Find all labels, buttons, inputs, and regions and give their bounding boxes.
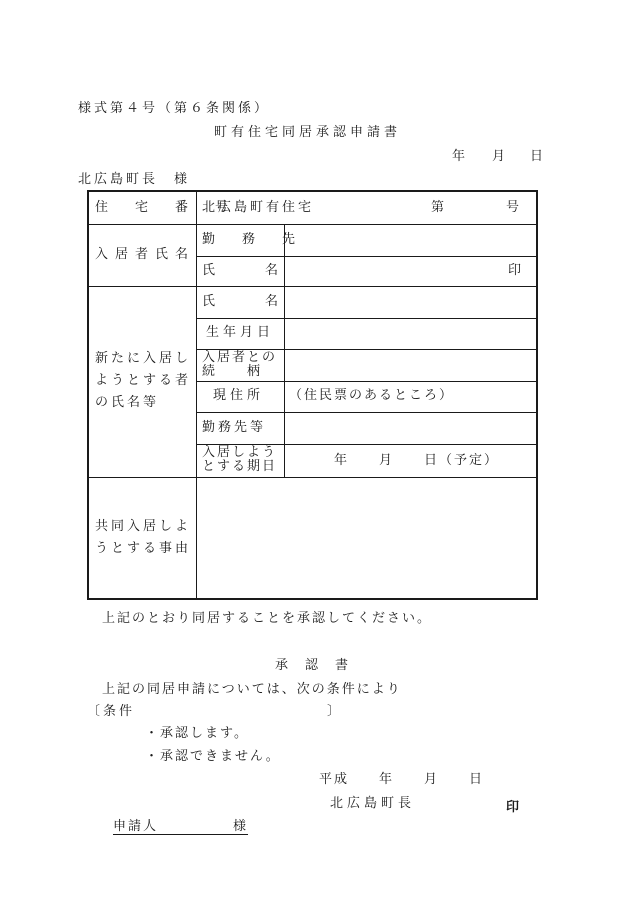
request-statement: 上記のとおり同居することを承認してください。 <box>102 611 433 626</box>
housing-number-label: 住 宅 番 号 <box>95 200 236 215</box>
new-address-note: （住民票のあるところ） <box>289 388 455 403</box>
row-divider <box>89 224 536 225</box>
addressee: 北広島町長 様 <box>78 172 191 187</box>
approval-date: 平成 年 月 日 <box>319 772 485 787</box>
new-workplace-value[interactable] <box>289 420 529 440</box>
new-relation-value[interactable] <box>289 357 529 377</box>
row-divider <box>89 286 536 287</box>
row-divider <box>89 477 536 478</box>
newcomer-label: 新たに入居しようとする者の氏名等 <box>95 351 192 410</box>
approval-heading: 承 認 書 <box>275 658 351 673</box>
new-birthdate-value[interactable] <box>289 325 529 345</box>
housing-name: 北広島町有住宅 <box>202 200 315 215</box>
condition-open: 〔条件 <box>87 704 136 719</box>
date-year: 年 <box>452 149 469 164</box>
resident-name-value[interactable] <box>324 263 499 283</box>
seal-mark: 印 <box>508 263 525 278</box>
housing-dai: 第 <box>431 200 448 215</box>
row-divider <box>196 256 536 257</box>
issuer-name: 北広島町長 <box>330 796 416 811</box>
condition-close: 〕 <box>327 704 344 719</box>
row-divider <box>196 381 536 382</box>
reason-value[interactable] <box>202 485 532 590</box>
new-address-label: 現住所 <box>213 388 265 403</box>
form-number: 様式第４号（第６条関係） <box>78 101 271 116</box>
reason-label: 共同入居しようとする事由 <box>95 519 192 556</box>
new-workplace-label: 勤務先等 <box>202 420 267 435</box>
resident-workplace-label: 勤 務 先 <box>202 232 303 247</box>
date-month: 月 <box>492 149 509 164</box>
housing-go: 号 <box>506 200 523 215</box>
new-birthdate-label: 生年月日 <box>206 325 275 340</box>
resident-workplace-value[interactable] <box>324 232 529 252</box>
approval-statement: 上記の同居申請については、次の条件により <box>102 682 402 697</box>
new-name-label: 氏 名 <box>202 294 287 309</box>
applicant-line: 申請人 様 <box>113 819 249 834</box>
form-title: 町有住宅同居承認申請書 <box>214 125 402 140</box>
new-name-value[interactable] <box>289 294 529 314</box>
row-divider <box>196 318 536 319</box>
resident-name-label: 入居者氏名 <box>95 247 196 262</box>
issuer-seal: 印 <box>506 800 520 815</box>
new-movein-label: 入居しようとする期日 <box>202 445 278 474</box>
new-movein-value: 年 月 日（予定） <box>334 453 500 468</box>
date-day: 日 <box>530 149 547 164</box>
option-deny[interactable]: ・承認できません。 <box>145 749 281 764</box>
new-relation-label: 入居者との続 柄 <box>202 350 278 379</box>
application-form-table <box>87 190 538 600</box>
row-divider <box>196 412 536 413</box>
resident-name-field-label: 氏 名 <box>202 263 287 278</box>
column-divider <box>284 224 285 477</box>
column-divider <box>196 192 197 598</box>
option-approve[interactable]: ・承認します。 <box>145 726 249 741</box>
